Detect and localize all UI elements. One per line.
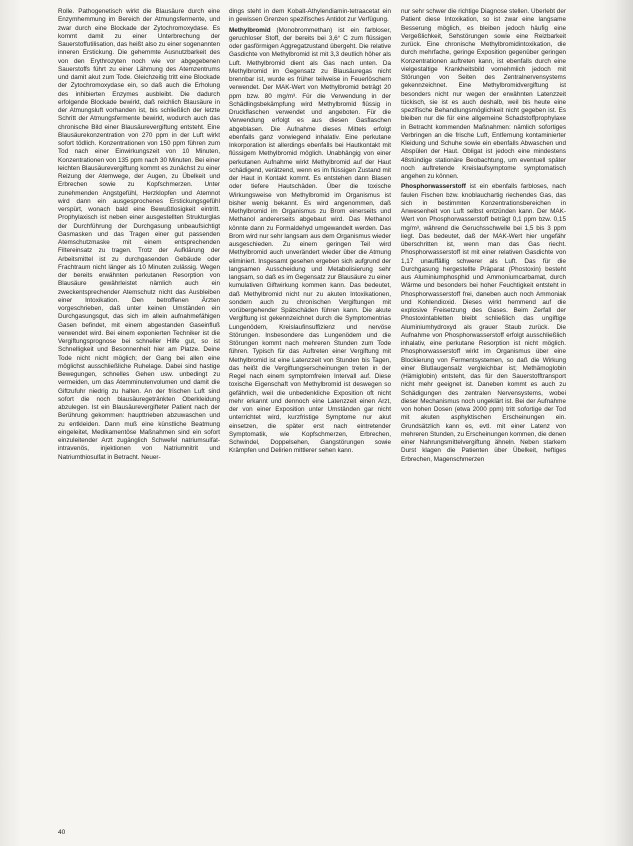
paragraph-methylbromid: (Monobrommethan) ist ein farbloser, geruchloser Stoff, der bereits bei 3,6° C zum flüssigen oder gasförmigen Aggregatzustand übergeht. Die relative Gasdichte von Methylbromid ist mit 3,3 deutlich höher als Luft. Methylbromid dient als Gas nach unten. Da Methylbromid im Gegensatz zu Blausäuregas nicht brennbar ist, wurde es früher teilweise in Feuerlöschern verwendet. Der MAK-Wert von Methylbromid beträgt 20 ppm bzw. 80 mg/m³. Für die Verwendung in der Schädlingsbekämpfung wird Methylbromid flüssig in Druckflaschen verwendet und angeboten. Für die Verwendung erfolgt es aus diesen Gasflaschen abgeblasen. Die Aufnahme dieses Mittels erfolgt ebenfalls ganz vorwiegend inhalativ. Eine perkutane Inkorporation ist allerdings ebenfalls bei Hautkontakt mit flüssigem Methylbromid möglich. Unabhängig von einer perkutanen Aufnahme wirkt Methylbromid auf der Haut schädigend, verätzend, wenn es im flüssigen Zustand mit der Haut in Kontakt kommt. Es entstehen dann Blasen oder tiefere Hautschäden. Über die toxische Wirkungsweise von Methylbromid im Organismus ist bisher wenig bekannt. Es wird angenommen, daß Methylbromid im Organismus zu Brom einerseits und Methanol andererseits abgebaut wird. Das Methanol könnte dann zu Formaldehyd umgewandelt werden. Das Brom wird nur sehr langsam aus dem Organismus wieder ausgeschieden. Zu einem geringen Teil wird Methylbromid auch unverändert wieder über die Atmung eliminiert. Insgesamt gesehen ergeben sich aufgrund der langsamen Ausscheidung und Metabolisierung sehr langsam, so daß es im Gegensatz zur Blausäure zu einer kumulativen Giftwirkung kommen kann. Das bedeutet, daß Methylbromid nicht nur zu akuten Intoxikationen, sondern auch zu chronischen Vergiftungen mit vorübergehender Spätschäden führen kann. Die akute Vergiftung ist gekennzeichnet durch die Symptomentrias Lungenödem, Kreislaufinsuffizienz und nervöse Störungen. Insbesondere das Lungenödem und die Störungen kommt nach mehreren Stunden zum Tode führen. Typisch für das Auftreten einer Vergiftung mit Methylbromid ist eine Latenzzeit von Stunden bis Tagen, das heißt die Vergiftungserscheinungen treten in der Regel nach einem symptomfreien Intervall auf. Diese toxische Eigenschaft von Methylbromid ist deswegen so gefährlich, weil die unbedenkliche Exposition oft nicht mehr erkannt und dennoch eine Latenzzeit einen Arzt, der von einer Exposition unter Umständen gar nicht unterrichtet wird, kurzfristige Symptome nur akut einsetzen, die später erst nach eintretender Symptomatik, wie Kopfschmerzen, Erbrechen, Schwindel, Doppelsehen, Gangstörungen sowie Krämpfen und Delirien mittlerer sehen kann. <box>229 26 391 455</box>
paragraph-methylbromid-continued: nur sehr schwer die richtige Diagnose stellen. Überlebt der Patient diese Intoxikation, so ist zwar eine langsame Besserung möglich, es bleiben jedoch häufig eine Vergeßlichkeit, Sehstörungen sowie eine Reizbarkeit zurück. Eine chronische Methylbromidintoxikation, die durch mehrfache, geringe Exposition gegenüber geringen Konzentrationen auftreten kann, ist ebenfalls durch eine vielgestaltige Krankheitsbild vornehmlich jedoch mit Störungen von Seiten des Zentralnervensystems gekennzeichnet. Eine Methylbromidvergiftung ist besonders nicht nur wegen der erwähnten Latenzzeit tückisch, sie ist es auch deshalb, weil bis heute eine spezifische Behandlungsmöglichkeit nicht gegeben ist. Es bleiben nur die für eine allgemeine Schadstoffprophylaxe in Betracht kommenden Maßnahmen: nämlich sofortiges Verbringen an die frische Luft, Entfernung kontaminierter Kleidung und Schuhe sowie ein ebenfalls Abwaschen und Abspülen der Haut. Obligat ist jedoch eine mindestens 48stündige stationäre Beobachtung, um eventuell später noch auftretende Kreislaufsymptome symptomatisch angehen zu können. <box>401 8 566 180</box>
paragraph-antidote: dings steht in dem Kobalt-Äthylendiamin-tetraacetat ein in gewissen Grenzen spezifisches Antidot zur Verfügung. <box>229 8 391 24</box>
section-methylbromid <box>229 27 391 456</box>
text-column-3 <box>401 8 566 834</box>
paragraph-cyanide-mechanism: Rolle. Pathogenetisch wirkt die Blausäure durch eine Enzymhemmung im Bereich der Atmungsfermente, und zwar durch eine Blockade der Zytochromoxydase. Es kommt damit zu einer Unterbrechung der Sauerstoffutilisation, das heißt also zu einer sogenannten inneren Erstickung. Die gehemmte Ausnutzbarkeit des von den Erythrozyten noch wie vor abgegebenen Sauerstoffs führt zu einer Lähmung des Atemzentrums und damit akut zum Tode. Gleichzeitig tritt eine Blockade der Zytochromoxydase ein, so daß auch die Erholung des inhibierten Enzymes ausbleibt. Die dadurch erfolgende Blockade bewirkt, daß reichlich Blausäure in der Atmungsluft vorhanden ist, bis schließlich der letzte Schritt der Atmungsfermente bewirkt, wodurch auch das chronische Bild einer Blausäurevergiftung entsteht. Eine Blausäurekonzentration von 270 ppm in der Luft wirkt sofort tödlich. Konzentrationen von 150 ppm führen zum Tod nach einer Einwirkungszeit von 10 Minuten, Konzentrationen von 135 ppm nach 30 Minuten. Bei einer leichten Blausäurevergiftung kommt es zunächst zu einer Reizung der Atemwege, der Augen, zu Übelkeit und Erbrechen sowie zu Kopfschmerzen. Unter zunehmenden Angstgefühl, Herzklopfen und Atemnot wird dann ein ausgesprochenes Erstickungsgefühl verspürt, wonach bald eine Bewußtlosigkeit eintritt. Prophylaxisch ist neben einer ausgestellten Strukturglas der Durchführung der Durchgasung unbeaufsichtigt Gasmasken und das Tragen einer gut passenden Atemschutzmaske mit einem entsprechenden Filtereinsatz zu tragen. Trotz der Aufklärung der Arbeitsmittel ist zu durchgasenden Gebäude oder Frachtraum nicht länger als 10 Minuten zulässig. Wegen der bereits erwähnten perkutanen Resorption von Blausäure gewährleistet nämlich auch ein zweckentsprechender Atemschutz nicht das Ausbleiben einer Intoxikation. Den betroffenen Ärzten vorgeschrieben, daß unter keinen Umständen ein Durchgasungsgut, das sich im allein aufnahmefähigen Gasen befindet, mit einem abgestanden Gaseinfluß verwendet wird. Bei einem exponierten Techniker ist die Vergiftungsprognose bei schneller Hilfe gut, so ist Schnelligkeit und Besonnenheit hier am Platze. Deine Tode nicht nicht möglich; der Gang bei allen eine möglichst ausschließliche Ruhelage. Dabei sind hastige Bewegungen, schnelles Gehen usw. unbedingt zu vermeiden, um das Atemminutenvolumen und damit die Giftzufuhr niedrig zu halten. An der frischen Luft sind sofort die noch blausäuregetränkten Oberkleidung abzulegen. Ist ein Blausäurevergifteter Patient nach der Berührung gekommen: haupttrieben abzuwaschen und zu entkleiden. Dann muß eine künstliche Beatmung eingeleitet, Medikamentöse Maßnahmen sind ein sofort einzuleitender Arzt zugänglich Schwefel natriumsulfat-intravenös, injektionen von Natriumnitrit und Natriumthiosulfat in Betracht. Neuer- <box>58 8 220 461</box>
text-column-2 <box>229 8 391 834</box>
section-heading-methylbromid: Methylbromid <box>229 26 271 34</box>
section-heading-phosphorwasserstoff: Phosphorwasserstoff <box>401 183 466 191</box>
page-edge-shadow <box>615 0 633 846</box>
text-column-1 <box>58 8 220 788</box>
paragraph-phosphorwasserstoff: ist ein ebenfalls farbloses, nach faulen Fischen bzw. knoblauchartig riechendes Gas, das sich in bestimmten Konzentrationsbereichen in Anwesenheit von Luft selbst entzünden kann. Der MAK-Wert von Phosphorwasserstoff beträgt 0,1 ppm bzw. 0,15 mg/m³, während die Geruchsschwelle bei 1,5 bis 3 ppm liegt. Das bedeutet, daß der MAK-Wert hier ungefähr überschritten ist, wenn man das Gas riecht. Phosphorwasserstoff ist mit einer relativen Gasdichte von 1,17 unauffällig schwerer als Luft. Das für die Durchgasung hergestellte Präparat (Phostoxin) besteht aus Aluminiumphosphid und Ammoniumcarbamat, durch Wärme und besonders bei hoher Feuchtigkeit entsteht in Phosphorwasserstoff frei, daneben auch noch Ammoniak und Kohlendioxid. Dieses wirkt hemmend auf die explosive Freisetzung des Gases. Beim Zerfall der Phostoxintabletten bleibt schließlich das ungiftige Aluminiumhydroxyd als grauer Staub zurück. Die Aufnahme von Phosphorwasserstoff erfolgt ausschließlich inhalativ, eine perkutane Resorption ist nicht möglich. Phosphorwasserstoff wirkt im Organismus über eine Blockierung von Fermentsystemen, so daß die Wirkung einer Blutlaugensalz vergleichbar ist; Methämoglobin (Hämiglobin) entsteht, das für den Sauerstofftransport nicht mehr geeignet ist. Daneben kommt es auch zu Schädigungen des zentralen Nervensystems, wobei dieser Mechanismus noch ungeklärt ist. Bei der Aufnahme von hohen Dosen (etwa 2000 ppm) tritt sofortige der Tod mit akuten asphyktischen Erscheinungen ein. Grundsätzlich kann es, evtl. mit einer Latenz von mehreren Stunden, zu Erscheinungen kommen, die denen einer Nahrungsmittelvergiftung ähneln. Neben starkem Durst klagen die Patienten über Übelkeit, heftiges Erbrechen, Magenschmerzen <box>401 183 566 463</box>
section-phosphorwasserstoff <box>401 183 566 464</box>
page-number: 40 <box>58 829 66 836</box>
